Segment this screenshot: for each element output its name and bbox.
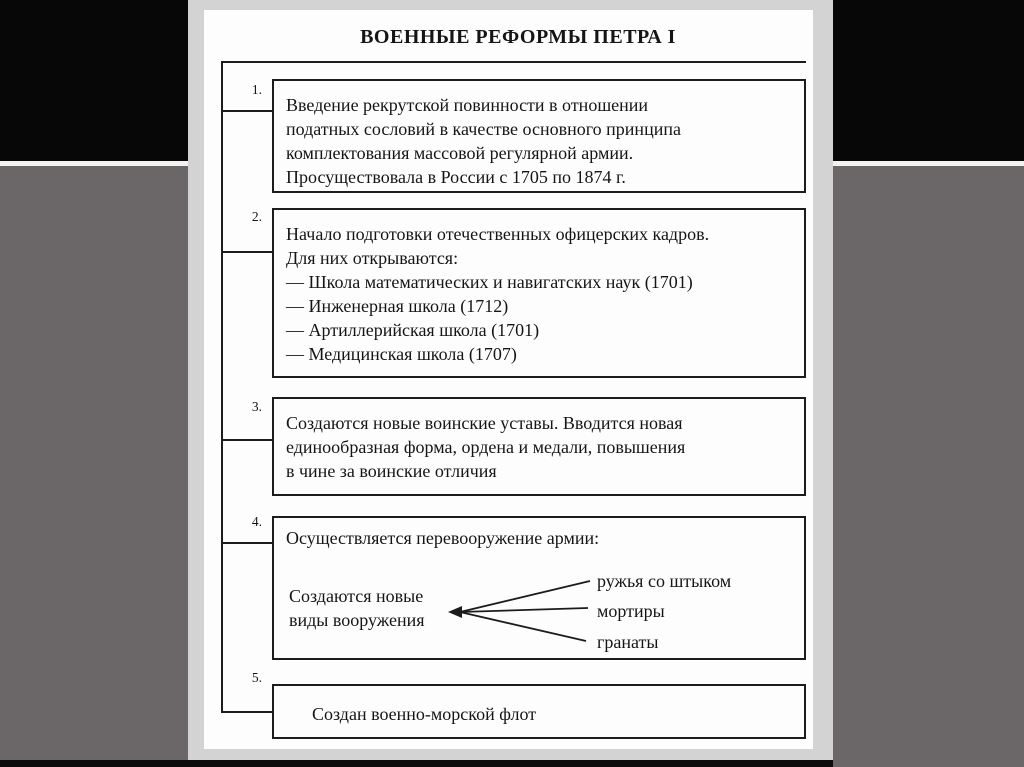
connector-line-1 xyxy=(221,110,273,112)
wall-divider-left xyxy=(0,161,188,166)
slide-title: ВОЕННЫЕ РЕФОРМЫ ПЕТРА I xyxy=(360,26,676,48)
connector-line-5 xyxy=(221,711,273,713)
box-text-line: Просуществовала в России с 1705 по 1874 г. xyxy=(286,167,626,187)
box-text-line: единообразная форма, ордена и медали, повышения xyxy=(286,437,686,457)
connector-line-3 xyxy=(221,439,273,441)
bracket-spine-line xyxy=(221,61,223,713)
bracket-top-line xyxy=(221,61,806,63)
connector-line-4 xyxy=(221,542,273,544)
bottom-black-strip xyxy=(0,760,833,767)
box-list-item: — Артиллерийская школа (1701) xyxy=(286,320,540,340)
box-text-line: Создаются новые xyxy=(289,586,424,606)
box-text-line: Начало подготовки отечественных офицерских кадров. xyxy=(286,224,710,244)
item-number-3: 3. xyxy=(251,399,262,414)
box-text-line: в чине за воинские отличия xyxy=(286,461,497,481)
box-list-item: — Школа математических и навигатских наук (1701) xyxy=(286,272,693,292)
reform-box-officer-schools xyxy=(272,208,806,378)
branch-arrow-icon xyxy=(446,566,602,656)
fan-target-item: ружья со штыком xyxy=(597,571,732,591)
reform-box-rearmament xyxy=(272,516,806,660)
box-list-item: — Медицинская школа (1707) xyxy=(286,344,517,364)
fan-source-label xyxy=(289,584,459,632)
box-text-line: виды вооружения xyxy=(289,610,425,630)
box-list-item: — Инженерная школа (1712) xyxy=(286,296,509,316)
top-black-bar-left xyxy=(0,0,188,161)
item-number-5: 5. xyxy=(251,670,262,685)
top-black-bar-right xyxy=(833,0,1024,161)
reform-box-recruitment xyxy=(272,79,806,193)
wall-divider-right xyxy=(833,161,1024,166)
box-text-line: Для них открываются: xyxy=(286,248,459,268)
item-number-4: 4. xyxy=(251,514,262,529)
box-text-line: Создан военно-морской флот xyxy=(312,704,537,724)
box-text-line: податных сословий в качестве основного принципа xyxy=(286,119,681,139)
box-text-line: комплектования массовой регулярной армии. xyxy=(286,143,634,163)
fan-target-item: гранаты xyxy=(597,632,659,652)
connector-line-2 xyxy=(221,251,273,253)
item-number-1: 1. xyxy=(251,82,262,97)
box-text-line: Введение рекрутской повинности в отношении xyxy=(286,95,649,115)
reform-box-regulations xyxy=(272,397,806,496)
box-heading: Осуществляется перевооружение армии: xyxy=(286,528,600,548)
reform-box-navy xyxy=(272,684,806,739)
fan-target-item: мортиры xyxy=(597,601,665,621)
box-text-line: Создаются новые воинские уставы. Вводится новая xyxy=(286,413,683,433)
item-number-2: 2. xyxy=(251,209,262,224)
